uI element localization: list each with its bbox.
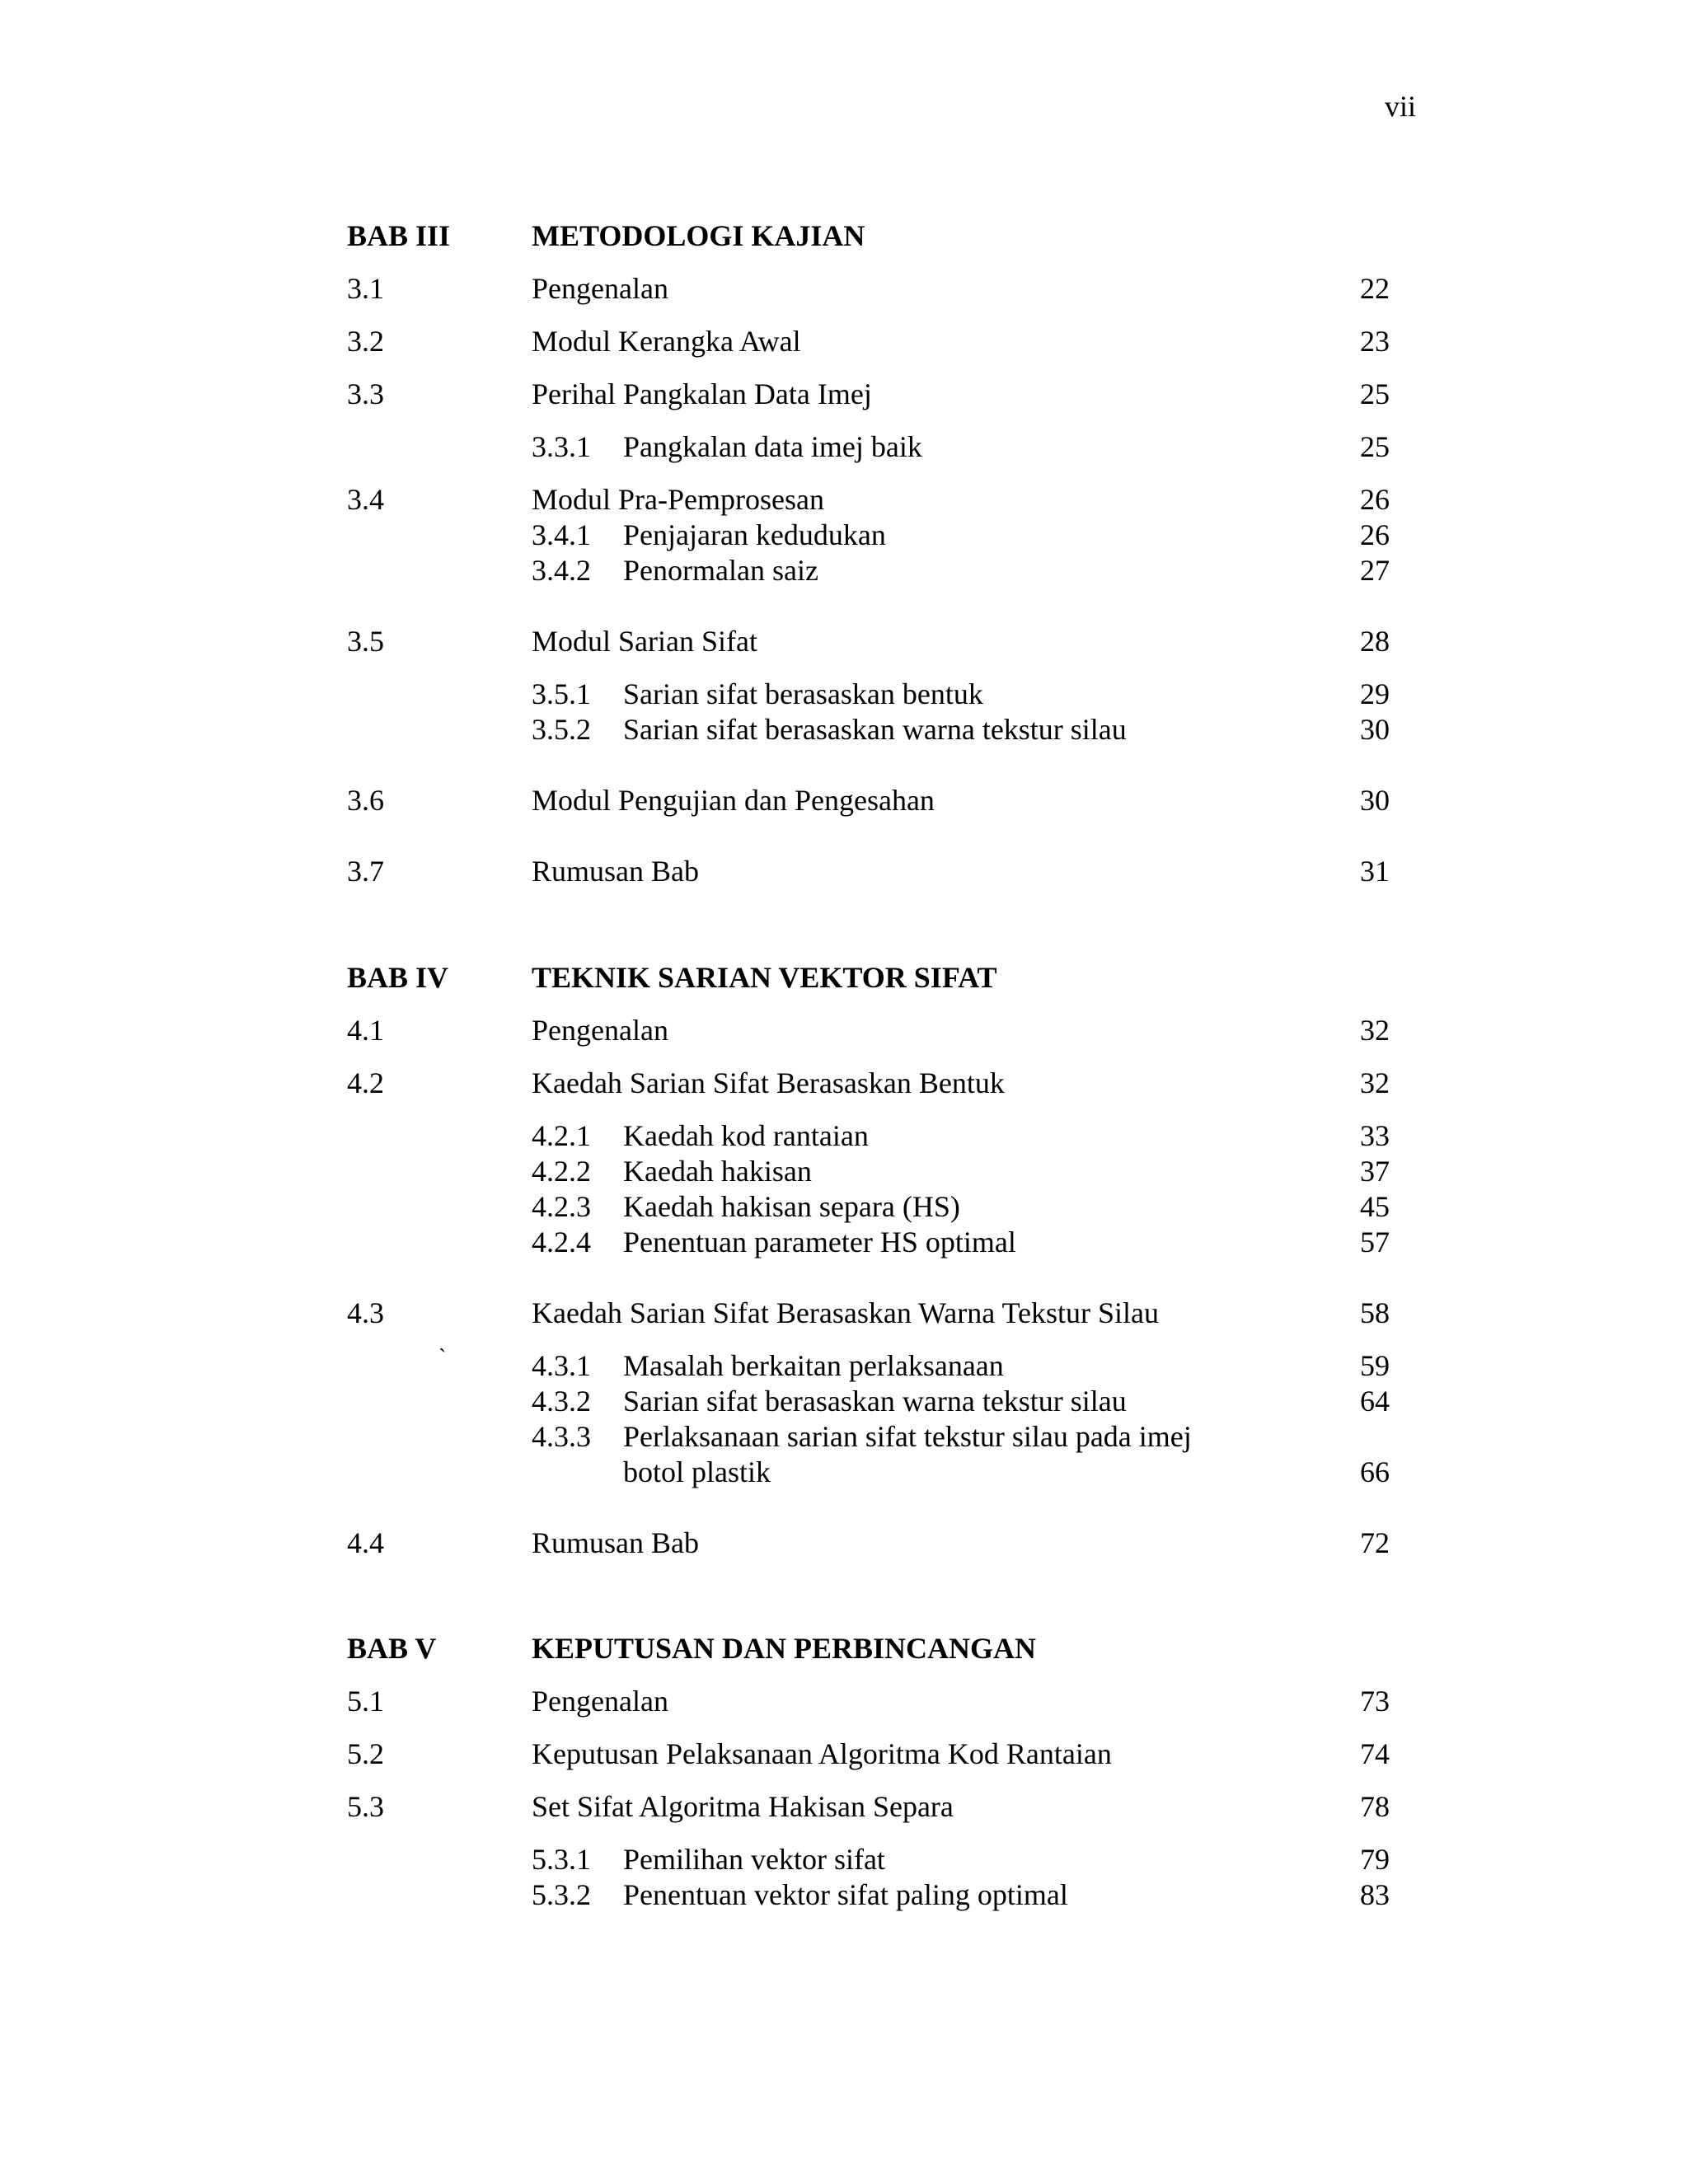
toc-entry [0, 1065, 1688, 1101]
section-title: Rumusan Bab [532, 1526, 699, 1559]
subsection-title: Perlaksanaan sarian sifat tekstur silau pada imej [623, 1420, 1192, 1453]
toc-subentry [0, 1118, 1688, 1154]
subsection-number: 4.2.3 [532, 1190, 591, 1223]
chapter-label: BAB IV [347, 961, 449, 994]
subsection-number: 3.3.1 [532, 430, 591, 463]
section-number: 4.3 [347, 1296, 384, 1329]
section-number: 4.4 [347, 1526, 384, 1559]
toc-entry [0, 270, 1688, 307]
toc-subentry [0, 1877, 1688, 1913]
page-ref: 31 [1360, 855, 1390, 888]
subsection-title: Kaedah hakisan separa (HS) [623, 1190, 960, 1223]
page-ref: 27 [1360, 554, 1390, 587]
toc-subentry [0, 552, 1688, 588]
toc-entry [0, 853, 1688, 889]
section-title: Modul Pra-Pemprosesan [532, 483, 824, 516]
subsection-number: 4.2.4 [532, 1226, 591, 1258]
toc-entry [0, 323, 1688, 359]
toc-subentry [0, 1153, 1688, 1189]
section-title: Keputusan Pelaksanaan Algoritma Kod Rantaian [532, 1737, 1112, 1770]
toc-subentry [0, 1841, 1688, 1877]
subsection-title: Sarian sifat berasaskan warna tekstur silau [623, 713, 1127, 746]
section-title: Pengenalan [532, 1014, 668, 1047]
toc-entry [0, 1525, 1688, 1561]
page-ref: 64 [1360, 1385, 1390, 1418]
section-number: 3.7 [347, 855, 384, 888]
toc-entry [0, 481, 1688, 518]
subsection-number: 3.5.2 [532, 713, 591, 746]
page-ref: 26 [1360, 483, 1390, 516]
subsection-title: Kaedah kod rantaian [623, 1119, 869, 1152]
subsection-title: Sarian sifat berasaskan warna tekstur silau [623, 1385, 1127, 1418]
subsection-number: 4.3.2 [532, 1385, 591, 1418]
section-title: Set Sifat Algoritma Hakisan Separa [532, 1790, 954, 1823]
stray-mark: ` [438, 1345, 447, 1371]
section-title: Modul Pengujian dan Pengesahan [532, 784, 935, 817]
subsection-number: 5.3.1 [532, 1843, 591, 1876]
page-ref: 32 [1360, 1014, 1390, 1047]
toc-entry [0, 782, 1688, 818]
page-ref: 30 [1360, 784, 1390, 817]
toc-entry [0, 376, 1688, 412]
section-title: Modul Sarian Sifat [532, 625, 757, 658]
toc-subentry [0, 1347, 1688, 1384]
page-ref: 79 [1360, 1843, 1390, 1876]
page-ref: 72 [1360, 1526, 1390, 1559]
page-ref: 25 [1360, 430, 1390, 463]
toc-subentry [0, 429, 1688, 465]
page-ref: 28 [1360, 625, 1390, 658]
toc-entry [0, 1012, 1688, 1048]
subsection-number: 3.4.2 [532, 554, 591, 587]
subsection-title: Penentuan parameter HS optimal [623, 1226, 1016, 1258]
section-title: Rumusan Bab [532, 855, 699, 888]
subsection-title: Penjajaran kedudukan [623, 518, 886, 551]
page-ref: 74 [1360, 1737, 1390, 1770]
page-ref: 45 [1360, 1190, 1390, 1223]
chapter-title: KEPUTUSAN DAN PERBINCANGAN [532, 1632, 1037, 1665]
subsection-title: Penormalan saiz [623, 554, 818, 587]
chapter-heading [0, 218, 1688, 254]
section-number: 5.3 [347, 1790, 384, 1823]
section-number: 4.1 [347, 1014, 384, 1047]
section-number: 3.1 [347, 272, 384, 305]
section-number: 3.2 [347, 325, 384, 358]
subsection-title: Pemilihan vektor sifat [623, 1843, 885, 1876]
toc-subentry [0, 676, 1688, 712]
toc-entry [0, 1683, 1688, 1719]
chapter-title: METODOLOGI KAJIAN [532, 219, 865, 252]
subsection-number: 4.2.1 [532, 1119, 591, 1152]
toc-subentry [0, 1383, 1688, 1419]
section-number: 4.2 [347, 1066, 384, 1099]
page-ref: 26 [1360, 518, 1390, 551]
page-ref: 73 [1360, 1685, 1390, 1718]
toc-subentry [0, 517, 1688, 553]
toc-subentry-continuation [0, 1454, 1688, 1490]
toc-entry [0, 1295, 1688, 1331]
section-number: 3.6 [347, 784, 384, 817]
page-ref: 58 [1360, 1296, 1390, 1329]
section-title: Pengenalan [532, 1685, 668, 1718]
page-ref: 78 [1360, 1790, 1390, 1823]
page-ref: 32 [1360, 1066, 1390, 1099]
page-ref: 30 [1360, 713, 1390, 746]
page-ref: 37 [1360, 1155, 1390, 1188]
page-number: vii [1385, 90, 1417, 123]
subsection-title: Sarian sifat berasaskan bentuk [623, 677, 983, 710]
chapter-heading [0, 959, 1688, 996]
toc-entry [0, 1788, 1688, 1825]
chapter-heading [0, 1630, 1688, 1666]
page-ref: 25 [1360, 377, 1390, 410]
toc-entry [0, 623, 1688, 659]
subsection-number: 3.4.1 [532, 518, 591, 551]
subsection-title-continued: botol plastik [623, 1455, 771, 1488]
toc-subentry [0, 1418, 1688, 1455]
section-title: Pengenalan [532, 272, 668, 305]
section-title: Kaedah Sarian Sifat Berasaskan Bentuk [532, 1066, 1005, 1099]
section-title: Modul Kerangka Awal [532, 325, 801, 358]
section-number: 3.5 [347, 625, 384, 658]
page-ref: 66 [1360, 1455, 1390, 1488]
chapter-title: TEKNIK SARIAN VEKTOR SIFAT [532, 961, 997, 994]
page-ref: 83 [1360, 1878, 1390, 1911]
section-title: Perihal Pangkalan Data Imej [532, 377, 872, 410]
page-ref: 22 [1360, 272, 1390, 305]
page-ref: 59 [1360, 1349, 1390, 1382]
chapter-label: BAB V [347, 1632, 437, 1665]
subsection-number: 5.3.2 [532, 1878, 591, 1911]
chapter-label: BAB III [347, 219, 451, 252]
subsection-title: Kaedah hakisan [623, 1155, 812, 1188]
subsection-number: 4.2.2 [532, 1155, 591, 1188]
page-ref: 33 [1360, 1119, 1390, 1152]
toc-subentry [0, 1224, 1688, 1260]
toc-subentry [0, 711, 1688, 748]
section-title: Kaedah Sarian Sifat Berasaskan Warna Tekstur Silau [532, 1296, 1160, 1329]
toc-subentry [0, 1188, 1688, 1225]
section-number: 3.4 [347, 483, 384, 516]
subsection-number: 4.3.1 [532, 1349, 591, 1382]
section-number: 5.2 [347, 1737, 384, 1770]
page-ref: 23 [1360, 325, 1390, 358]
toc-entry [0, 1736, 1688, 1772]
subsection-title: Penentuan vektor sifat paling optimal [623, 1878, 1068, 1911]
subsection-title: Pangkalan data imej baik [623, 430, 922, 463]
section-number: 3.3 [347, 377, 384, 410]
page-ref: 29 [1360, 677, 1390, 710]
section-number: 5.1 [347, 1685, 384, 1718]
subsection-number: 3.5.1 [532, 677, 591, 710]
subsection-number: 4.3.3 [532, 1420, 591, 1453]
subsection-title: Masalah berkaitan perlaksanaan [623, 1349, 1004, 1382]
page-ref: 57 [1360, 1226, 1390, 1258]
